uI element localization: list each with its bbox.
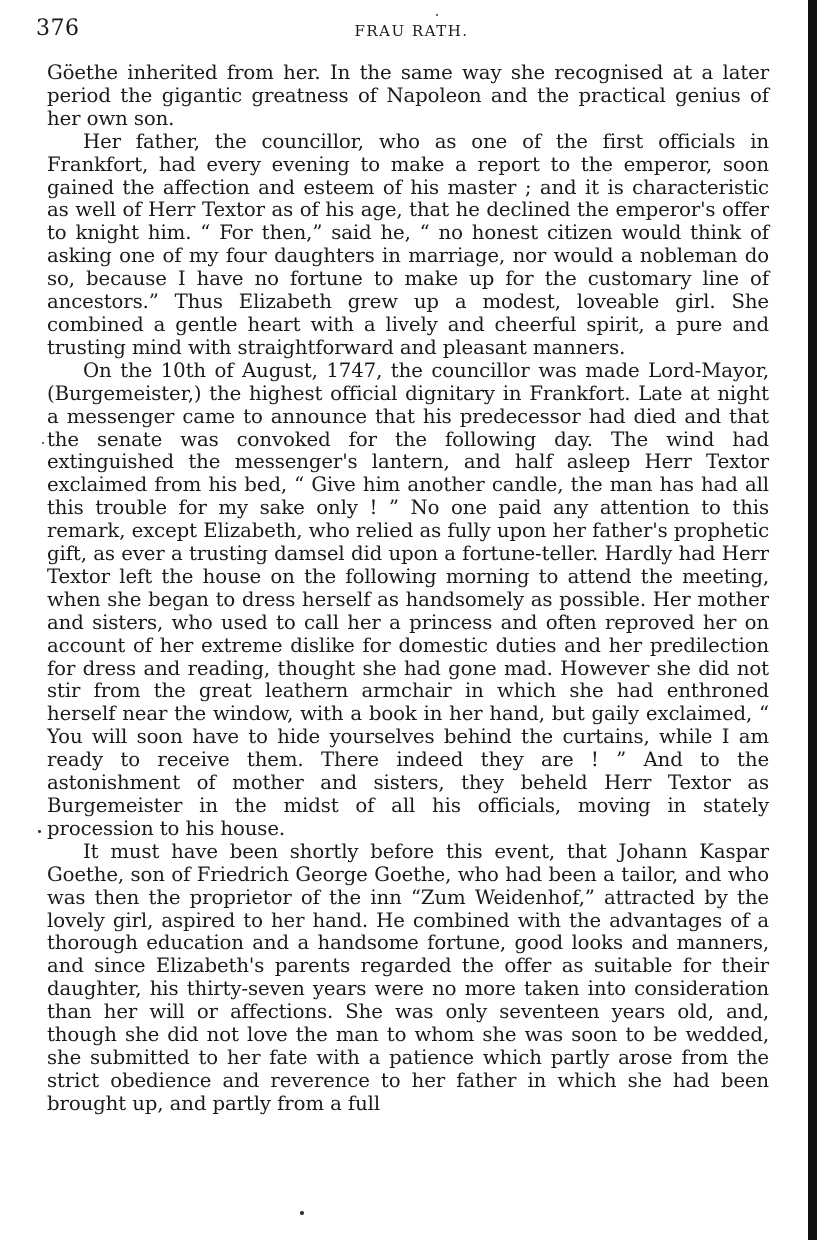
ink-speck [436,14,438,16]
page-edge-shadow [808,0,817,1240]
body-text [47,62,769,1116]
running-title: FRAU RATH. [354,22,469,40]
ink-speck [300,1211,304,1215]
paragraph: Her father, the councillor, who as one of the first officials in Frankfort, had every evening to make a report to the emperor, soon gained the affection and esteem of his master ; and it is characteristic as well of Herr Textor as of his age, that he declined the emperor's offer to knight him. “ For then,” said he, “ no honest citizen would think of asking one of my four daughters in marriage, nor would a nobleman do so, because I have no fortune to make up for the customary line of ancestors.” Thus Elizabeth grew up a modest, loveable girl. She combined a gentle heart with a lively and cheerful spirit, a pure and trusting mind with straightforward and pleasant manners. [47,129,769,359]
ink-speck [42,442,44,444]
paragraph: On the 10th of August, 1747, the councillor was made Lord-Mayor, (Burgemeister,) the highest official dignitary in Frankfort. Late at night a messenger came to announce that his predecessor had died and that the senate was convoked for the following day. The wind had extinguished the messenger's lantern, and half asleep Herr Textor exclaimed from his bed, “ Give him another candle, the man has had all this trouble for my sake only ! ” No one paid any attention to this remark, except Elizabeth, who relied as fully upon her father's prophetic gift, as ever a trusting damsel did upon a fortune-teller. Hardly had Herr Textor left the house on the following morning to attend the meeting, when she began to dress herself as handsomely as possible. Her mother and sisters, who used to call her a princess and often reproved her on account of her extreme dislike for domestic duties and her predilection for dress and reading, thought she had gone mad. However she did not stir from the great leathern armchair in which she had enthroned herself near the window, with a book in her hand, but gaily exclaimed, “ You will soon have to hide yourselves behind the curtains, while I am ready to receive them. There indeed they are ! ” And to the astonishment of mother and sisters, they beheld Herr Textor as Burgemeister in the midst of all his officials, moving in stately procession to his house. [47,358,769,840]
page-number: 376 [36,16,80,41]
paragraph: Göethe inherited from her. In the same way she recognised at a later period the gigantic greatness of Napoleon and the practical genius of her own son. [47,61,769,130]
running-head [36,16,787,46]
paragraph: It must have been shortly before this event, that Johann Kaspar Goethe, son of Friedrich George Goethe, who had been a tailor, and who was then the proprietor of the inn “Zum Weidenhof,” attracted by the lovely girl, aspired to her hand. He combined with the advantages of a thorough education and a handsome fortune, good looks and manners, and since Elizabeth's parents regarded the offer as suitable for their daughter, his thirty-seven years were no more taken into consideration than her will or affections. She was only seventeen years old, and, though she did not love the man to whom she was soon to be wedded, she submitted to her fate with a patience which partly arose from the strict obedience and reverence to her father in which she had been brought up, and partly from a full [47,839,769,1115]
ink-speck [38,830,41,833]
